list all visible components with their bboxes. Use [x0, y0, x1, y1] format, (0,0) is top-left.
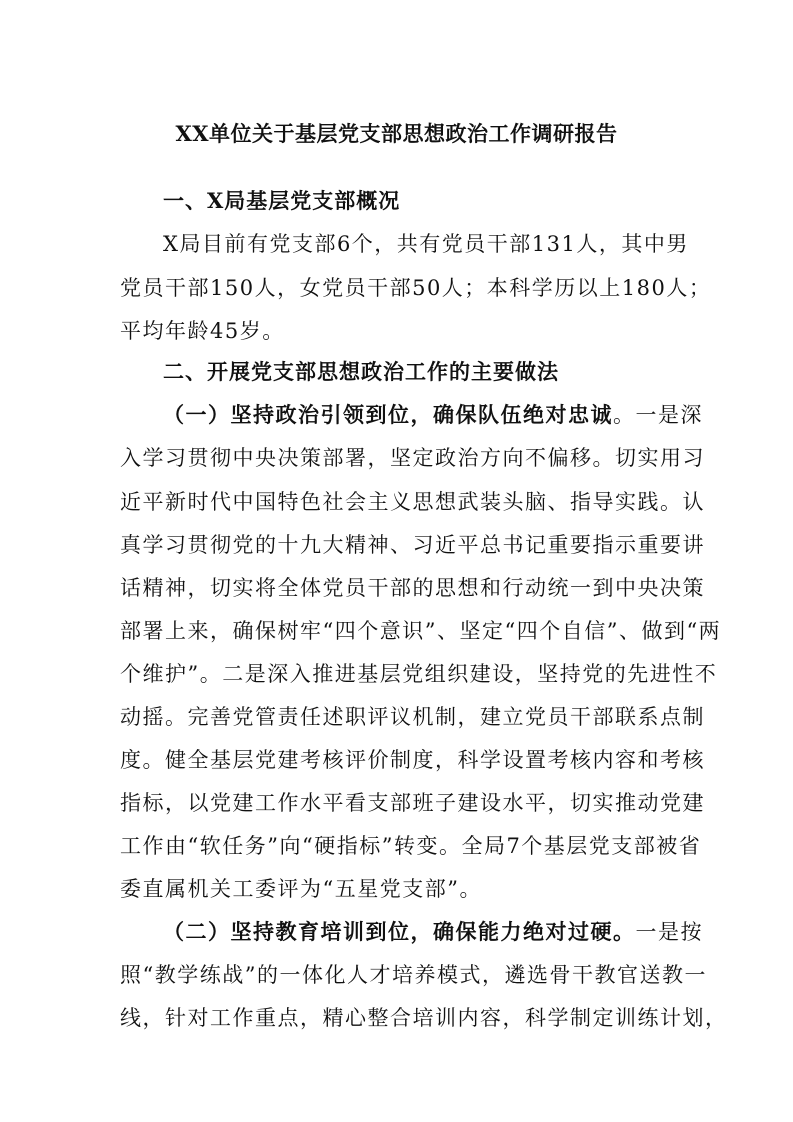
paragraph-line: X局目前有党支部6个，共有党员干部131人，其中男	[163, 232, 689, 256]
paragraph-line: 近平新时代中国特色社会主义思想武装头脑、指导实践。认	[120, 490, 705, 514]
subsection-2-first-tail: 一是按	[635, 920, 703, 944]
paragraph-line: 话精神，切实将全体党员干部的思想和行动统一到中央决策	[120, 576, 705, 600]
paragraph-line: 动摇。完善党管责任述职评议机制，建立党员干部联系点制	[120, 705, 705, 729]
paragraph-line: 个维护”。二是深入推进基层党组织建设，坚持党的先进性不	[120, 662, 718, 686]
paragraph-line: 委直属机关工委评为“五星党支部”。	[120, 877, 482, 901]
paragraph-line: 工作由“软任务”向“硬指标”转变。全局7个基层党支部被省	[120, 834, 702, 858]
subsection-1-heading: （一）坚持政治引领到位，确保队伍绝对忠诚	[163, 402, 613, 427]
paragraph-line: 入学习贯彻中央决策部署，坚定政治方向不偏移。切实用习	[120, 446, 705, 470]
paragraph-line: 度。健全基层党建考核评价制度，科学设置考核内容和考核	[120, 748, 705, 772]
paragraph-line: 平均年龄45岁。	[120, 319, 285, 343]
paragraph-line: 照“教学练战”的一体化人才培养模式，遴选骨干教官送教一	[120, 963, 707, 987]
document-title: XX单位关于基层党支部思想政治工作调研报告	[175, 121, 618, 146]
subsection-1-first-tail: 。一是深	[613, 403, 703, 427]
subsection-2-heading: （二）坚持教育培训到位，确保能力绝对过硬。	[163, 919, 636, 944]
paragraph-line: 党员干部150人，女党员干部50人；本科学历以上180人；	[120, 276, 712, 300]
paragraph-line: 部署上来，确保树牢“四个意识”、坚定“四个自信”、做到“两	[120, 619, 722, 643]
subsection-2-first-line	[163, 916, 703, 946]
paragraph-line: 真学习贯彻党的十九大精神、习近平总书记重要指示重要讲	[120, 533, 705, 557]
section-heading-2: 二、开展党支部思想政治工作的主要做法	[163, 359, 559, 384]
section-heading-1: 一、X局基层党支部概况	[163, 188, 401, 213]
paragraph-line: 线，针对工作重点，精心整合培训内容，科学制定训练计划，	[120, 1006, 728, 1030]
subsection-1-first-line	[163, 399, 703, 429]
paragraph-line: 指标，以党建工作水平看支部班子建设水平，切实推动党建	[120, 791, 705, 815]
